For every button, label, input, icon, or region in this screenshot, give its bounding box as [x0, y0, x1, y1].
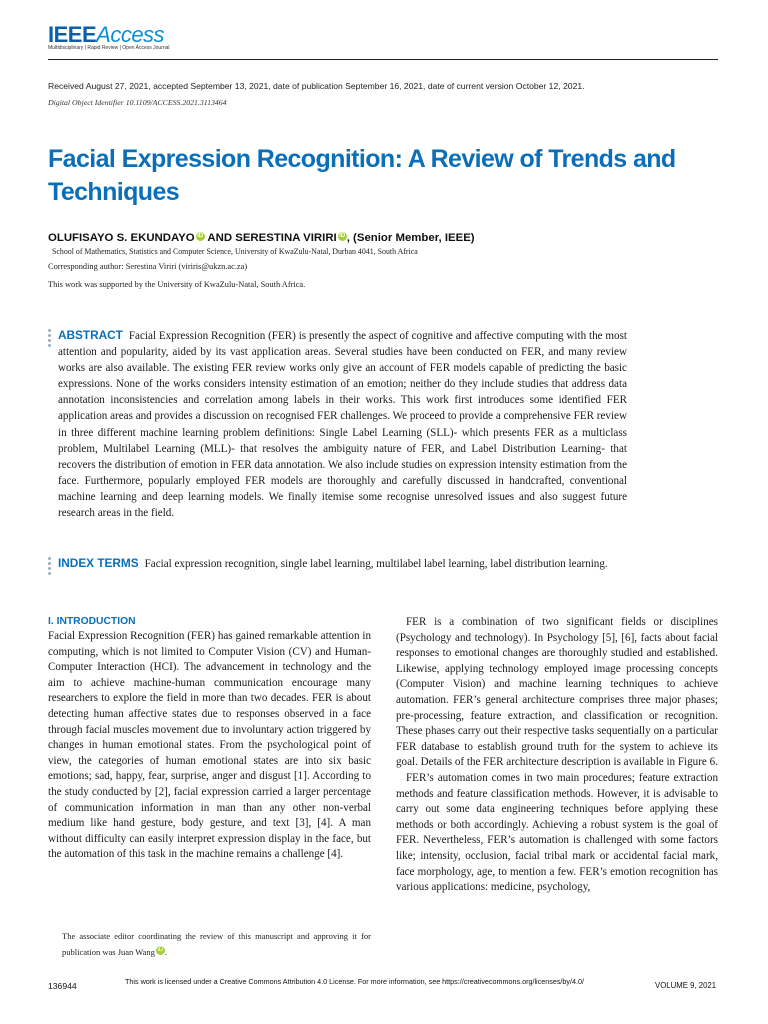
intro-paragraph: FER’s automation comes in two main procedures; feature extraction methods and feature classification methods. However, it is advisable to carry out some data engineering techniques before applying these methods or both accordingly. Achieving a robust system is the goal of FER. Nevertheless, FER’s automation is challenged with some factors like; intensity, occlusion, facial tribal mark or accidental facial mark, face morphology, age, to mention a few. FER’s emotion recognition has various applications: medicine, psychology, — [396, 771, 718, 894]
left-column — [48, 615, 371, 863]
index-terms-label: INDEX TERMS — [58, 556, 139, 570]
author-suffix: , (Senior Member, IEEE) — [346, 232, 475, 244]
abstract — [58, 327, 627, 521]
paper-title: Facial Expression Recognition: A Review of Trends and Techniques — [48, 145, 676, 206]
author-2: SERESTINA VIRIRI — [235, 232, 337, 244]
orcid-icon[interactable]: iD — [197, 233, 204, 239]
logo-tagline: Multidisciplinary | Rapid Review | Open Access Journal — [48, 45, 170, 51]
author-line — [48, 232, 475, 244]
received-dates: Received August 27, 2021, accepted September 13, 2021, date of publication September 16, 2021, date of current version October 12, 2021. — [48, 81, 585, 91]
right-column — [396, 615, 718, 896]
footnote-text: The associate editor coordinating the review of this manuscript and approving it for publication was Juan Wang — [62, 931, 371, 957]
affiliation: School of Mathematics, Statistics and Computer Science, University of KwaZulu-Natal, Durban 4041, South Africa — [52, 247, 418, 256]
intro-paragraph: Facial Expression Recognition (FER) has gained remarkable attention in computing, which is not limited to Computer Vision (CV) and Human-Computer Interaction (HCI). The advancement in technology and the aim to achieve machine-human communication encourage many researchers to explore the field in more than two decades. FER is about detecting human affective states due to responses observed in a face through facial muscles movement due to involuntary action triggered by changes in human emotional states. From the psychological point of view, the categories of human emotional states are into six basic emotions; sad, happy, fear, surprise, anger and disgust [1]. According to the study conducted by [2], facial expression carried a larger percentage of communication information in man than any other non-verbal medium like hand gesture, body gesture, and text [3], [4]. A man without difficulty can easily interpret expression display in the face, but the automation of this task in the machine remains a challenge [4]. — [48, 630, 371, 861]
abstract-label: ABSTRACT — [58, 328, 123, 342]
header-divider — [48, 59, 718, 60]
funding-note: This work was supported by the University of KwaZulu-Natal, South Africa. — [48, 280, 306, 289]
editor-footnote: The associate editor coordinating the review of this manuscript and approving it for publication was Juan Wang iD . — [62, 931, 371, 957]
orcid-icon[interactable]: iD — [339, 233, 346, 239]
orcid-icon[interactable]: iD — [157, 946, 164, 953]
index-terms — [58, 555, 627, 572]
section-heading: I. INTRODUCTION — [48, 616, 136, 627]
page-number: 136944 — [48, 981, 77, 991]
author-connector: AND — [204, 232, 236, 244]
intro-paragraph: FER is a combination of two significant fields or disciplines (Psychology and technology). In Psychology [5], [6], facts about facial responses to emotional changes are thoroughly studied and established. Likewise, applying technology employed image processing concepts (Computer Vision) and machine learning techniques to achieve automation. FER’s general architecture comprises three major phases; pre-processing, feature extraction, and classification or recognition. These phases carry out their respective tasks sequentially on a particular FER database to establish ground truth for the system to achieve its goal. Details of the FER architecture description is available in Figure 6. — [396, 616, 718, 769]
author-1: OLUFISAYO S. EKUNDAYO — [48, 232, 195, 244]
index-terms-text: Facial expression recognition, single label learning, multilabel label learning, label distribution learning. — [144, 558, 608, 570]
logo-access-text: Access — [96, 22, 165, 47]
index-terms-marker-icon — [48, 557, 52, 577]
volume-info: VOLUME 9, 2021 — [655, 981, 717, 990]
doi[interactable]: Digital Object Identifier 10.1109/ACCESS.2021.3113464 — [48, 98, 227, 107]
logo-ieee-text: IEEE — [48, 22, 97, 47]
abstract-marker-icon — [48, 329, 52, 349]
license-notice[interactable]: This work is licensed under a Creative Commons Attribution 4.0 License. For more information, see https://creativecommons.org/licenses/by/4.0/ — [125, 977, 585, 986]
corresponding-author: Corresponding author: Serestina Viriri (viriris@ukzn.ac.za) — [48, 262, 248, 271]
abstract-text: Facial Expression Recognition (FER) is presently the aspect of cognitive and affective computing with the most attention and popularity, aided by its vast application areas. Several studies have been conducted on FER, and many review works are also available. The existing FER review works only give an account of FER models capable of predicting the basic expressions. None of the works considers intensity estimation of an emotion; neither do they include studies that address data annotation inconsistencies and correlation among labels in their works. This work first introduces some identified FER application areas and provides a discussion on recognised FER challenges. We proceed to provide a comprehensive FER review in three different machine learning problem definitions: Single Label Learning (SLL)- which presents FER as a multiclass problem, Multilabel Learning (MLL)- that resolves the ambiguity nature of FER, and Label Distribution Learning- that recovers the distribution of emotion in FER data annotation. We also include studies on expression intensity estimation from the face. Furthermore, popularly employed FER models are thoroughly and carefully discussed in handcrafted, conventional machine learning and deep learning models. We finally itemise some recognise unresolved issues and also suggest future research areas in the field. — [58, 330, 627, 520]
